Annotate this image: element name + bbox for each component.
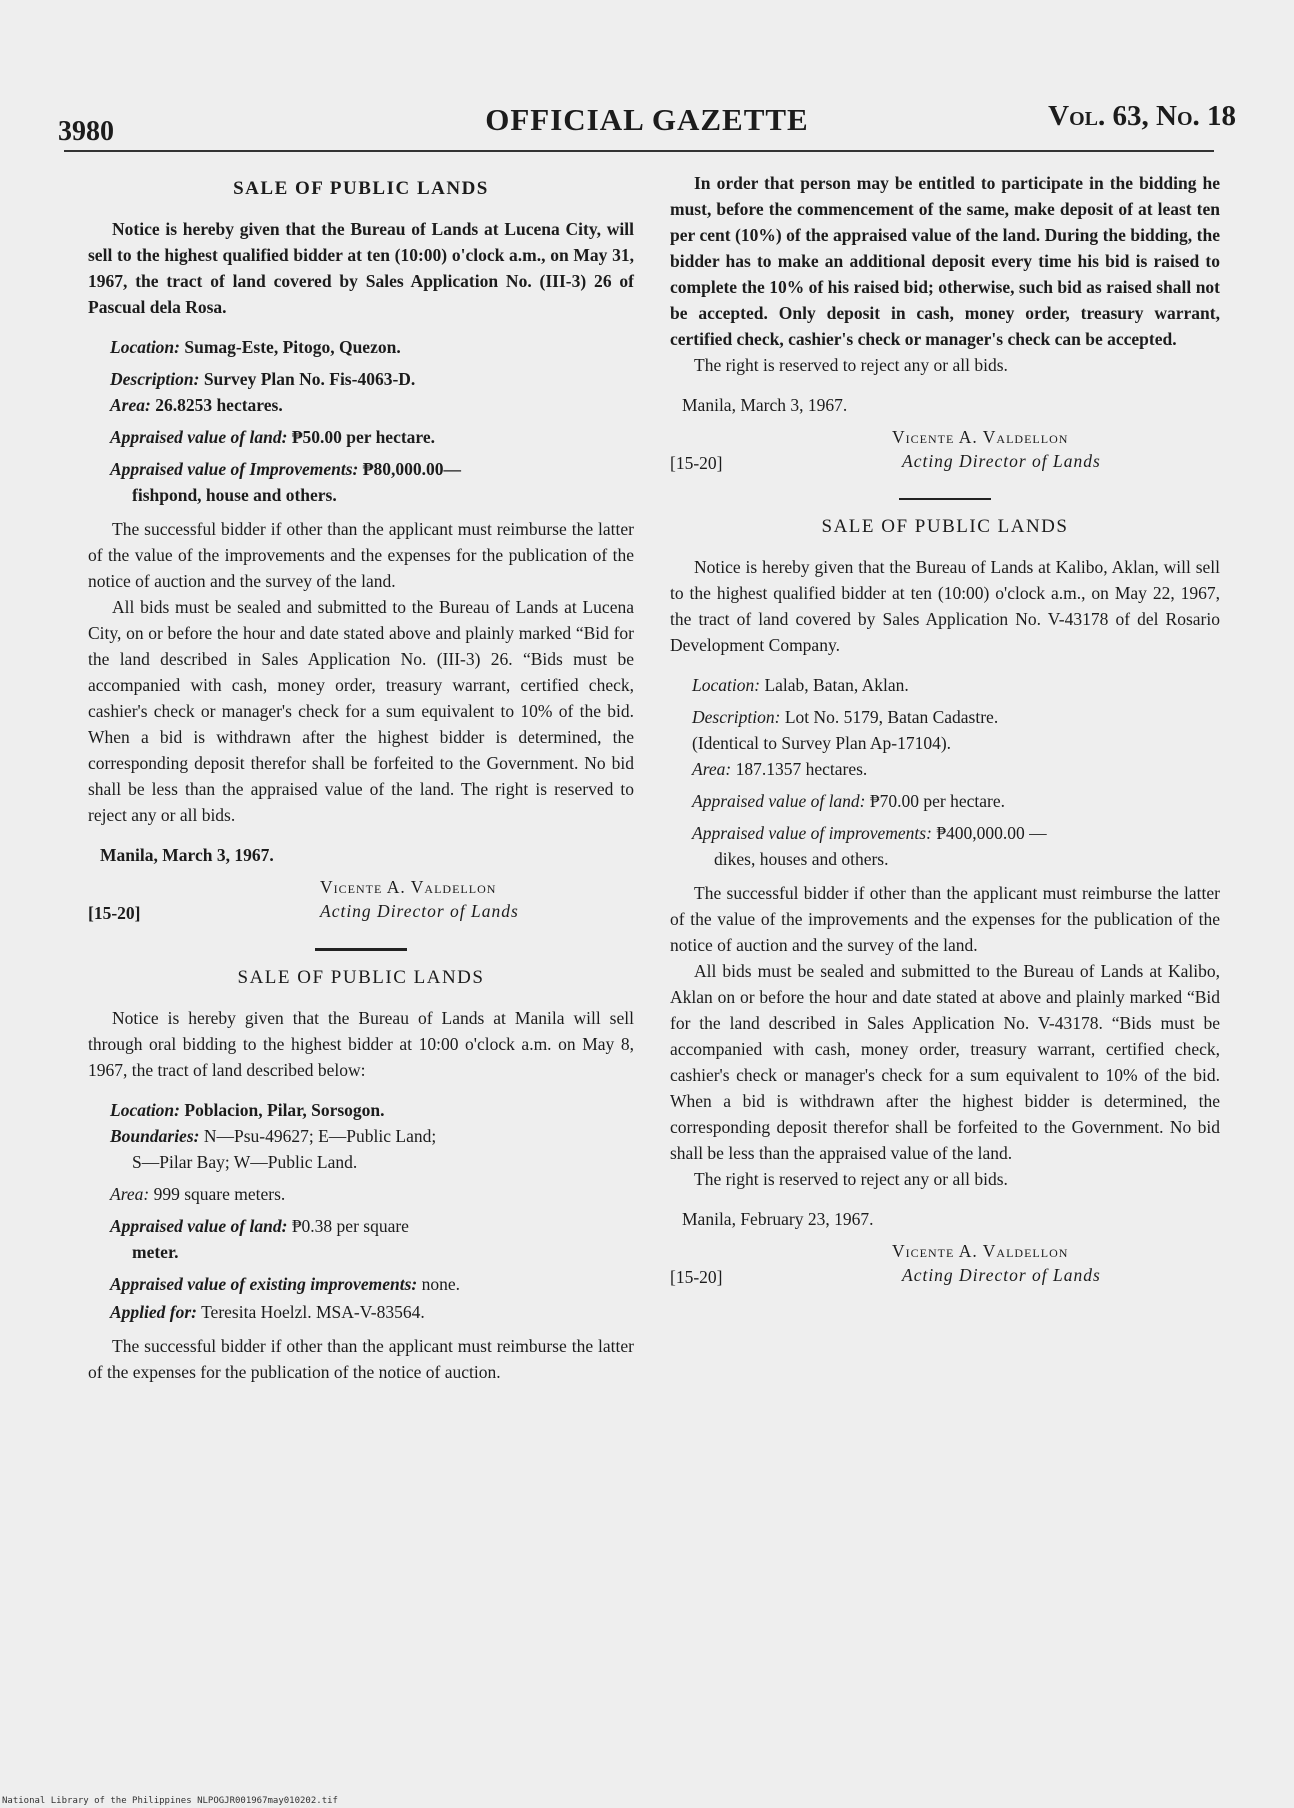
- notice1-cont-date: Manila, March 3, 1967.: [682, 395, 848, 415]
- notice2-area: [110, 1181, 634, 1207]
- publication-title: OFFICIAL GAZETTE: [485, 102, 809, 137]
- notice2-area-label: Area:: [110, 1184, 150, 1204]
- notice2-land-value-label: Appraised value of land:: [110, 1216, 288, 1236]
- notice1-improvements: [110, 456, 634, 482]
- notice2-boundaries-label: Boundaries:: [110, 1126, 200, 1146]
- notice2-land-value-line2: meter.: [132, 1242, 179, 1262]
- notice1-improvements-value: ₱80,000.00—: [362, 459, 461, 479]
- notice1-signatory-title: Acting Director of Lands: [320, 901, 519, 921]
- notice1-land-value-amount: ₱50.00 per hectare.: [291, 427, 436, 447]
- notice1-cont-signatory: Vicente A. Valdellon: [892, 427, 1069, 447]
- notice3-description: [692, 704, 1220, 730]
- notice1-improvements-label: Appraised value of Improvements:: [110, 459, 359, 479]
- notice2-applied: [110, 1299, 634, 1325]
- notice3-signature: [670, 1238, 1220, 1294]
- notice3-intro: Notice is hereby given that the Bureau of Lands at Kalibo, Aklan, will sell to the highest qualified bidder at ten (10:00) o'clock a.m., on May 22, 1967, the tract of land covered by Sales Application No. V-43178 of del Rosario Development Company.: [670, 557, 1220, 655]
- notice3-signatory-title: Acting Director of Lands: [902, 1265, 1101, 1285]
- volume-number: Vol. 63, No. 18: [1048, 100, 1236, 132]
- notice2-title: SALE OF PUBLIC LANDS: [237, 967, 485, 988]
- notice1-land-value-label: Appraised value of land:: [110, 427, 288, 447]
- notice2-land-value: [110, 1213, 634, 1239]
- notice1-improvements-detail: fishpond, house and others.: [132, 485, 337, 505]
- notice2-area-value: 999 square meters.: [153, 1184, 286, 1204]
- notice1-location-label: Location:: [110, 337, 180, 357]
- notice1-para4: The right is reserved to reject any or all bids.: [694, 355, 1008, 375]
- notice3-land-value-amount: ₱70.00 per hectare.: [869, 791, 1005, 811]
- notice2-existing-label: Appraised value of existing improvements:: [110, 1274, 418, 1294]
- page-header: [58, 96, 1236, 147]
- notice2-location-value: Poblacion, Pilar, Sorsogon.: [184, 1100, 385, 1120]
- notice3-land-value-label: Appraised value of land:: [692, 791, 866, 811]
- notice3-location: [692, 672, 1220, 698]
- notice2-boundaries-line2: S—Pilar Bay; W—Public Land.: [132, 1152, 358, 1172]
- notice3-signatory: Vicente A. Valdellon: [892, 1241, 1069, 1261]
- notice1-signature: [88, 874, 634, 930]
- notice2-applied-label: Applied for:: [110, 1302, 198, 1322]
- header-rule: [64, 150, 1214, 152]
- notice3-area-label: Area:: [692, 759, 732, 779]
- notice3-land-value: [692, 788, 1220, 814]
- notice-divider: [899, 498, 991, 500]
- notice1-intro: Notice is hereby given that the Bureau of Lands at Lucena City, will sell to the highest qualified bidder at ten (10:00) o'clock a.m., on May 31, 1967, the tract of land covered by Sales Application No. (III-3) 26 of Pascual dela Rosa.: [88, 219, 634, 317]
- notice3-area: [692, 756, 1220, 782]
- notice1-para2: All bids must be sealed and submitted to the Bureau of Lands at Lucena City, on or before the hour and date stated above and plainly marked “Bid for the land described in Sales Application No. (III-3) 26. “Bids must be accompanied with cash, money order, treasury warrant, certified check, cashier's check or manager's check for a sum equivalent to 10% of the bid. When a bid is withdrawn after the highest bidder is determined, the corresponding deposit therefor shall be forfeited to the Government. No bid shall be less than the appraised value of the land. The right is reserved to reject any or all bids.: [88, 597, 634, 825]
- notice1-cont-signature: [670, 424, 1220, 480]
- notice1-title: SALE OF PUBLIC LANDS: [233, 178, 489, 199]
- notice2-location: [110, 1097, 634, 1123]
- notice2-existing: [110, 1271, 634, 1297]
- left-column: [88, 170, 634, 1385]
- notice2-para1: The successful bidder if other than the applicant must reimburse the latter of the expenses for the publication of the notice of auction.: [88, 1336, 634, 1382]
- notice1-location: [110, 334, 634, 360]
- notice2-location-label: Location:: [110, 1100, 180, 1120]
- notice1-description-value: Survey Plan No. Fis-4063-D.: [203, 369, 416, 389]
- notice1-cont-signatory-title: Acting Director of Lands: [902, 451, 1101, 471]
- notice2-boundaries: [110, 1123, 634, 1149]
- notice1-area-label: Area:: [110, 395, 151, 415]
- notice2-boundaries-line1: N—Psu-49627; E—Public Land;: [203, 1126, 437, 1146]
- notice3-ref: [15-20]: [670, 1267, 723, 1287]
- notice-divider: [315, 948, 407, 951]
- notice1-description-label: Description:: [110, 369, 200, 389]
- page-number: 3980: [58, 116, 114, 147]
- notice1-cont-ref: [15-20]: [670, 453, 723, 473]
- notice1-area: [110, 392, 634, 418]
- notice1-ref: [15-20]: [88, 903, 141, 923]
- notice3-improvements-label: Appraised value of improvements:: [692, 823, 932, 843]
- notice1-signatory: Vicente A. Valdellon: [320, 877, 497, 897]
- notice1-area-value: 26.8253 hectares.: [155, 395, 283, 415]
- notice2-applied-value: Teresita Hoelzl. MSA-V-83564.: [201, 1302, 425, 1322]
- notice3-para2: All bids must be sealed and submitted to the Bureau of Lands at Kalibo, Aklan on or before the hour and date stated at above and plainly marked “Bid for the land described in Sales Application No. V-43178. “Bids must be accompanied with cash, money order, treasury warrant, certified check, cashier's check or manager's check for a sum equivalent to 10% of the bid. When a bid is withdrawn after the highest bidder is determined, the corresponding deposit therefor shall be forfeited to the Government. No bid shall be less than the appraised value of the land.: [670, 961, 1220, 1163]
- notice1-land-value: [110, 424, 634, 450]
- notice3-improvements-detail: dikes, houses and others.: [714, 849, 889, 869]
- right-column: [670, 170, 1220, 1294]
- scan-source-note: National Library of the Philippines NLPOGJR001967may010202.tif: [2, 1796, 338, 1806]
- notice2-existing-value: none.: [421, 1274, 460, 1294]
- notice2-land-value-amount: ₱0.38 per square: [291, 1216, 409, 1236]
- notice3-location-label: Location:: [692, 675, 761, 695]
- notice1-location-value: Sumag-Este, Pitogo, Quezon.: [184, 337, 401, 357]
- notice2-intro: Notice is hereby given that the Bureau of Lands at Manila will sell through oral bidding to the highest bidder at 10:00 o'clock a.m. on May 8, 1967, the tract of land described below:: [88, 1008, 634, 1080]
- notice3-description-line2: (Identical to Survey Plan Ap-17104).: [692, 733, 952, 753]
- notice3-area-value: 187.1357 hectares.: [735, 759, 868, 779]
- notice3-para1: The successful bidder if other than the applicant must reimburse the latter of the value of the improvements and the expenses for the publication of the notice of auction and the survey of the land.: [670, 883, 1220, 955]
- notice3-improvements-value: ₱400,000.00 —: [936, 823, 1047, 843]
- notice1-para3: In order that person may be entitled to participate in the bidding he must, before the commencement of the same, make deposit of at least ten per cent (10%) of the appraised value of the land. During the bidding, the bidder has to make an additional deposit every time his bid is raised to complete the 10% of his raised bid; otherwise, such bid as raised shall not be accepted. Only deposit in cash, money order, treasury warrant, certified check, cashier's check or manager's check can be accepted.: [670, 173, 1220, 349]
- notice1-para1: The successful bidder if other than the applicant must reimburse the latter of the value of the improvements and the expenses for the publication of the notice of auction and the survey of the land.: [88, 519, 634, 591]
- notice3-date: Manila, February 23, 1967.: [682, 1209, 874, 1229]
- notice3-title: SALE OF PUBLIC LANDS: [821, 516, 1069, 537]
- notice3-description-label: Description:: [692, 707, 781, 727]
- notice3-para3: The right is reserved to reject any or all bids.: [694, 1169, 1008, 1189]
- notice3-description-value: Lot No. 5179, Batan Cadastre.: [784, 707, 999, 727]
- notice1-description: [110, 366, 634, 392]
- notice3-improvements: [692, 820, 1220, 846]
- notice3-location-value: Lalab, Batan, Aklan.: [764, 675, 909, 695]
- notice1-date: Manila, March 3, 1967.: [100, 845, 274, 865]
